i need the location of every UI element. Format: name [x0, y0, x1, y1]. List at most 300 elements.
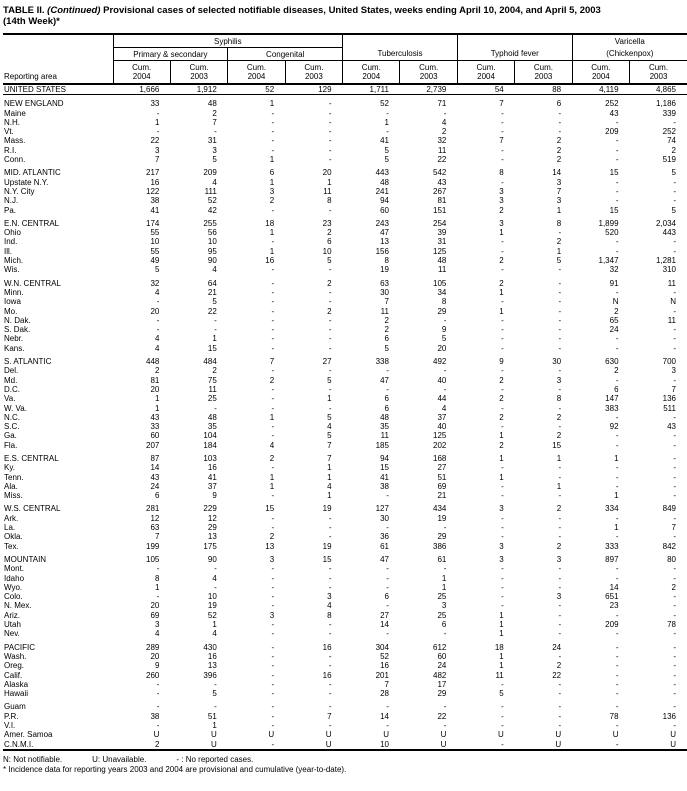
value-cell: 1 [384, 117, 389, 127]
table-title-line1 [3, 5, 687, 16]
value-cell: 1 [499, 228, 504, 238]
table-row [3, 366, 687, 375]
value-cell: - [271, 136, 275, 146]
value-cell: 5 [212, 689, 217, 699]
value-cell: 3 [499, 186, 504, 196]
value-cell: - [558, 523, 562, 533]
syphilis-group-header: Syphilis [113, 34, 343, 48]
value-cell: 175 [203, 541, 217, 551]
value-cell: 3 [556, 592, 562, 602]
value-cell: 209 [605, 620, 619, 630]
value-cell: U [440, 730, 447, 740]
value-cell: - [271, 601, 275, 611]
value-cell: 3 [154, 145, 160, 155]
notifiable-diseases-table [3, 33, 687, 751]
value-cell: 11 [380, 431, 389, 441]
value-cell: U [497, 730, 504, 740]
value-cell: 1,711 [343, 84, 400, 95]
value-cell: - [386, 366, 389, 376]
value-cell: 3 [441, 601, 447, 611]
value-cell: - [386, 721, 389, 730]
value-cell: - [271, 384, 275, 394]
reporting-area-cell: La. [4, 523, 16, 533]
table-row [3, 601, 687, 610]
table-row [3, 629, 687, 638]
value-cell: 22 [552, 670, 562, 680]
value-cell: 41 [150, 205, 160, 215]
value-cell: - [558, 422, 562, 432]
value-cell: 91 [609, 278, 619, 288]
value-cell: 2 [327, 278, 332, 288]
value-cell: 104 [203, 431, 217, 441]
value-cell: - [271, 573, 275, 583]
value-cell: - [271, 670, 275, 680]
value-cell: 95 [207, 246, 217, 256]
value-cell: 651 [605, 592, 619, 602]
value-cell: 4 [154, 287, 160, 297]
value-cell: 80 [667, 554, 676, 564]
value-cell: 90 [207, 256, 217, 266]
value-cell: 209 [203, 168, 217, 178]
value-cell: 22 [207, 306, 217, 316]
congenital-subgroup-header: Congenital [228, 48, 343, 61]
value-cell: - [501, 334, 504, 344]
value-cell: 1 [441, 582, 447, 592]
reporting-area-cell: Wis. [4, 265, 20, 275]
value-cell: 49 [150, 256, 160, 266]
value-cell: 6 [269, 168, 275, 178]
value-cell: 47 [380, 228, 389, 238]
value-cell: - [615, 246, 619, 256]
reporting-area-cell: Mont. [4, 564, 25, 574]
reporting-area-cell: W.S. CENTRAL [4, 504, 61, 514]
reporting-area-cell: Maine [4, 108, 26, 118]
value-cell: 2 [556, 661, 562, 671]
value-cell: - [271, 739, 275, 749]
value-cell: 2 [499, 412, 504, 422]
value-cell: 334 [605, 504, 619, 514]
value-cell: 60 [150, 431, 160, 441]
table-title-text: Provisional cases of selected notifiable diseases, United States, weeks ending April 10, 2004, and April 5, 2003 [103, 5, 601, 16]
value-cell: 25 [437, 592, 447, 602]
value-cell: 16 [380, 661, 389, 671]
reporting-area-cell: Ohio [4, 228, 21, 238]
value-cell: - [558, 334, 562, 344]
value-cell: 14 [380, 620, 389, 630]
value-cell: 19 [322, 541, 332, 551]
value-cell: - [673, 513, 676, 523]
value-cell: - [271, 325, 275, 335]
value-cell: 156 [375, 246, 389, 256]
value-cell: - [443, 721, 447, 730]
reporting-area-cell: Iowa [4, 297, 21, 307]
value-cell: - [386, 523, 389, 533]
value-cell: 630 [605, 357, 619, 367]
table-row [3, 574, 687, 583]
table-row [3, 84, 687, 95]
table-row [3, 454, 687, 463]
value-cell: 13 [380, 237, 389, 247]
value-cell: - [328, 573, 332, 583]
value-cell: - [443, 315, 447, 325]
value-cell: 13 [265, 541, 275, 551]
value-cell: 38 [380, 481, 389, 491]
table-row [3, 652, 687, 661]
value-cell: 35 [380, 422, 389, 432]
value-cell: 6 [441, 620, 447, 630]
value-cell: 4,119 [572, 84, 629, 95]
table-title-line2: (14th Week)* [3, 16, 60, 27]
value-cell: - [501, 739, 504, 749]
value-cell: 1 [556, 205, 562, 215]
value-cell: - [615, 651, 619, 661]
value-cell: 201 [375, 670, 389, 680]
value-cell: - [271, 265, 275, 275]
table-row [3, 394, 687, 403]
value-cell: 2 [614, 306, 619, 316]
value-cell: 281 [146, 504, 160, 514]
value-cell: - [501, 108, 504, 118]
reporting-area-cell: V.I. [4, 721, 16, 730]
value-cell: 1 [499, 431, 504, 441]
reporting-area-cell: Mo. [4, 306, 18, 316]
value-cell: 168 [433, 453, 447, 463]
value-cell: 4 [212, 573, 217, 583]
value-cell: 7 [671, 384, 676, 394]
value-cell: - [673, 629, 676, 639]
value-cell: 4 [212, 177, 217, 187]
value-cell: - [328, 564, 332, 574]
reporting-area-cell: W.N. CENTRAL [4, 278, 61, 288]
value-cell: 6 [614, 384, 619, 394]
value-cell: 48 [380, 177, 389, 187]
value-cell: - [271, 564, 275, 574]
value-cell: 48 [207, 412, 217, 422]
value-cell: 484 [203, 357, 217, 367]
table-row [3, 187, 687, 196]
value-cell: - [558, 679, 562, 689]
table-row [3, 740, 687, 750]
value-cell: 16 [150, 177, 160, 187]
table-row [3, 288, 687, 297]
value-cell: - [214, 127, 217, 137]
value-cell: 333 [605, 541, 619, 551]
value-cell: - [501, 343, 504, 353]
value-cell: 2 [327, 228, 332, 238]
footnote-no-cases: - : No reported cases. [176, 754, 254, 764]
value-cell: - [501, 582, 504, 592]
value-cell: - [214, 564, 217, 574]
value-cell: 24 [552, 642, 562, 652]
table-row [3, 514, 687, 523]
value-cell: 8 [384, 256, 389, 266]
value-cell: - [271, 287, 275, 297]
value-cell: - [558, 610, 562, 620]
table-row [3, 643, 687, 652]
value-cell: - [615, 177, 619, 187]
value-cell: - [271, 297, 275, 307]
value-cell: - [386, 573, 389, 583]
value-cell: 30 [380, 287, 389, 297]
value-cell: - [615, 702, 619, 712]
table-row [3, 611, 687, 620]
value-cell: 519 [662, 155, 676, 165]
value-cell: 5 [556, 256, 562, 266]
value-cell: 8 [556, 394, 562, 404]
table-row [3, 661, 687, 670]
value-cell: - [271, 334, 275, 344]
value-cell: 43 [150, 412, 160, 422]
value-cell: - [558, 278, 562, 288]
value-cell: - [386, 491, 389, 501]
value-cell: 54 [457, 84, 514, 95]
value-cell: - [271, 582, 275, 592]
table-row [3, 109, 687, 118]
value-cell: - [501, 711, 504, 721]
value-cell: 2 [327, 306, 332, 316]
value-cell: 700 [662, 357, 676, 367]
value-cell: 1 [154, 582, 160, 592]
value-cell: 1 [212, 721, 217, 730]
value-cell: 1 [499, 610, 504, 620]
value-cell: 37 [437, 412, 447, 422]
value-cell: - [328, 334, 332, 344]
value-cell: - [271, 145, 275, 155]
value-cell: 52 [207, 610, 217, 620]
value-cell: - [328, 403, 332, 413]
value-cell: - [271, 343, 275, 353]
value-cell: - [443, 108, 447, 118]
value-cell: 29 [437, 689, 447, 699]
value-cell: 21 [207, 287, 217, 297]
value-cell: 1 [269, 472, 275, 482]
value-cell: 8 [441, 297, 447, 307]
value-cell: 6 [384, 334, 389, 344]
reporting-area-cell: C.N.M.I. [4, 739, 34, 749]
value-cell: 1 [499, 629, 504, 639]
value-cell: - [558, 689, 562, 699]
value-cell: 60 [380, 205, 389, 215]
value-cell: 9 [499, 357, 504, 367]
value-cell: 5 [212, 297, 217, 307]
value-cell: 34 [437, 287, 447, 297]
value-cell: - [673, 564, 676, 574]
value-cell: 8 [154, 573, 160, 583]
value-cell: 1 [499, 472, 504, 482]
value-cell: 2 [154, 739, 160, 749]
table-row [3, 491, 687, 500]
table-row [3, 247, 687, 256]
value-cell: 383 [605, 403, 619, 413]
value-cell: 33 [150, 422, 160, 432]
value-cell: - [443, 702, 447, 712]
value-cell: - [328, 620, 332, 630]
value-cell: 11 [323, 186, 332, 196]
value-cell: 1 [269, 177, 275, 187]
value-cell: 2,034 [655, 218, 676, 228]
value-cell: 16 [207, 651, 217, 661]
value-cell: 4 [327, 422, 332, 432]
reporting-area-cell: Fla. [4, 440, 18, 450]
value-cell: - [673, 186, 676, 196]
value-cell: - [271, 651, 275, 661]
value-cell: - [271, 366, 275, 376]
value-cell: 20 [150, 306, 160, 316]
value-cell: - [673, 334, 676, 344]
value-cell: 23 [609, 601, 619, 611]
reporting-area-cell: Hawaii [4, 689, 29, 699]
value-cell: - [156, 325, 160, 335]
value-cell: - [443, 564, 447, 574]
value-cell: 122 [146, 186, 160, 196]
value-cell: - [214, 679, 217, 689]
value-cell: - [214, 702, 217, 712]
value-cell: - [386, 384, 389, 394]
value-cell: 8 [556, 218, 562, 228]
value-cell: - [558, 306, 562, 316]
reporting-area-cell: Upstate N.Y. [4, 177, 49, 187]
value-cell: - [501, 463, 504, 473]
value-cell: 7 [154, 532, 160, 542]
value-cell: 24 [609, 325, 619, 335]
value-cell: 3 [269, 554, 275, 564]
value-cell: - [615, 564, 619, 574]
reporting-area-cell: Md. [4, 375, 18, 385]
value-cell: - [558, 325, 562, 335]
reporting-area-cell: E.S. CENTRAL [4, 453, 59, 463]
value-cell: - [156, 297, 160, 307]
value-cell: 61 [380, 541, 389, 551]
value-cell: 338 [375, 357, 389, 367]
value-cell: 3 [499, 196, 504, 206]
table-row [3, 592, 687, 601]
value-cell: N [670, 297, 676, 307]
value-cell: - [443, 384, 447, 394]
value-cell: 16 [322, 670, 332, 680]
value-cell: - [271, 711, 275, 721]
value-cell: 12 [150, 513, 160, 523]
value-cell: 43 [609, 108, 619, 118]
value-cell: 2 [384, 325, 389, 335]
value-cell: - [443, 366, 447, 376]
value-cell: U [268, 730, 275, 740]
value-cell: 32 [609, 265, 619, 275]
value-cell: - [615, 532, 619, 542]
value-cell: 443 [375, 168, 389, 178]
value-cell: 4 [154, 343, 160, 353]
value-cell: 31 [207, 136, 217, 146]
reporting-area-cell: Colo. [4, 592, 23, 602]
value-cell: 37 [207, 481, 217, 491]
reporting-area-cell: Ky. [4, 463, 15, 473]
value-cell: 1 [556, 453, 562, 463]
value-cell: 5 [327, 431, 332, 441]
value-cell: 3 [499, 541, 504, 551]
value-cell: 1 [327, 491, 332, 501]
table-row [3, 334, 687, 343]
reporting-area-cell: Guam [4, 702, 26, 712]
value-cell: 1 [614, 453, 619, 463]
value-cell: - [673, 325, 676, 335]
value-cell: - [328, 679, 332, 689]
value-cell: - [673, 412, 676, 422]
value-cell: - [558, 315, 562, 325]
table-row [3, 441, 687, 450]
value-cell: - [214, 315, 217, 325]
value-cell: 33 [150, 99, 160, 109]
table-row [3, 357, 687, 366]
value-cell: - [271, 629, 275, 639]
value-cell: N [612, 297, 619, 307]
value-cell: - [271, 721, 275, 730]
value-cell: 267 [433, 186, 447, 196]
value-cell: - [673, 670, 676, 680]
value-cell: 18 [265, 218, 275, 228]
table-row [3, 404, 687, 413]
value-cell: - [328, 523, 332, 533]
value-cell: - [328, 343, 332, 353]
value-cell: - [501, 721, 504, 730]
value-cell: 3 [556, 375, 562, 385]
value-cell: 511 [663, 403, 676, 413]
value-cell: 1 [441, 573, 447, 583]
value-cell: 3 [499, 504, 504, 514]
value-cell: 15 [265, 504, 275, 514]
value-cell: - [673, 642, 676, 652]
value-cell: - [386, 601, 389, 611]
value-cell: 612 [433, 642, 447, 652]
value-cell: - [673, 431, 676, 441]
reporting-area-cell: Ind. [4, 237, 18, 247]
table-row [3, 422, 687, 431]
value-cell: - [673, 196, 676, 206]
value-cell: - [673, 661, 676, 671]
table-row [3, 155, 687, 164]
value-cell: - [271, 679, 275, 689]
value-cell: - [558, 573, 562, 583]
value-cell: 19 [207, 601, 217, 611]
value-cell: 94 [380, 196, 389, 206]
table-row [3, 376, 687, 385]
value-cell: 29 [207, 523, 217, 533]
value-cell: 125 [433, 431, 447, 441]
table-row [3, 178, 687, 187]
value-cell: 27 [380, 610, 389, 620]
value-cell: 2 [499, 256, 504, 266]
value-cell: 5 [441, 334, 447, 344]
value-cell: - [615, 721, 619, 730]
value-cell: 56 [207, 228, 217, 238]
value-cell: 41 [380, 136, 389, 146]
value-cell: - [558, 127, 562, 137]
value-cell: - [501, 145, 504, 155]
value-cell: - [558, 384, 562, 394]
table-row [3, 620, 687, 629]
value-cell: - [501, 297, 504, 307]
value-cell: U [555, 739, 562, 749]
value-cell: - [271, 127, 275, 137]
value-cell: - [615, 463, 619, 473]
value-cell: 136 [662, 711, 676, 721]
value-cell: - [501, 117, 504, 127]
value-cell: - [271, 108, 275, 118]
value-cell: - [558, 287, 562, 297]
value-cell: - [328, 532, 332, 542]
value-cell: 2 [556, 431, 562, 441]
table-row [3, 146, 687, 155]
value-cell: 29 [437, 306, 447, 316]
value-cell: - [328, 297, 332, 307]
